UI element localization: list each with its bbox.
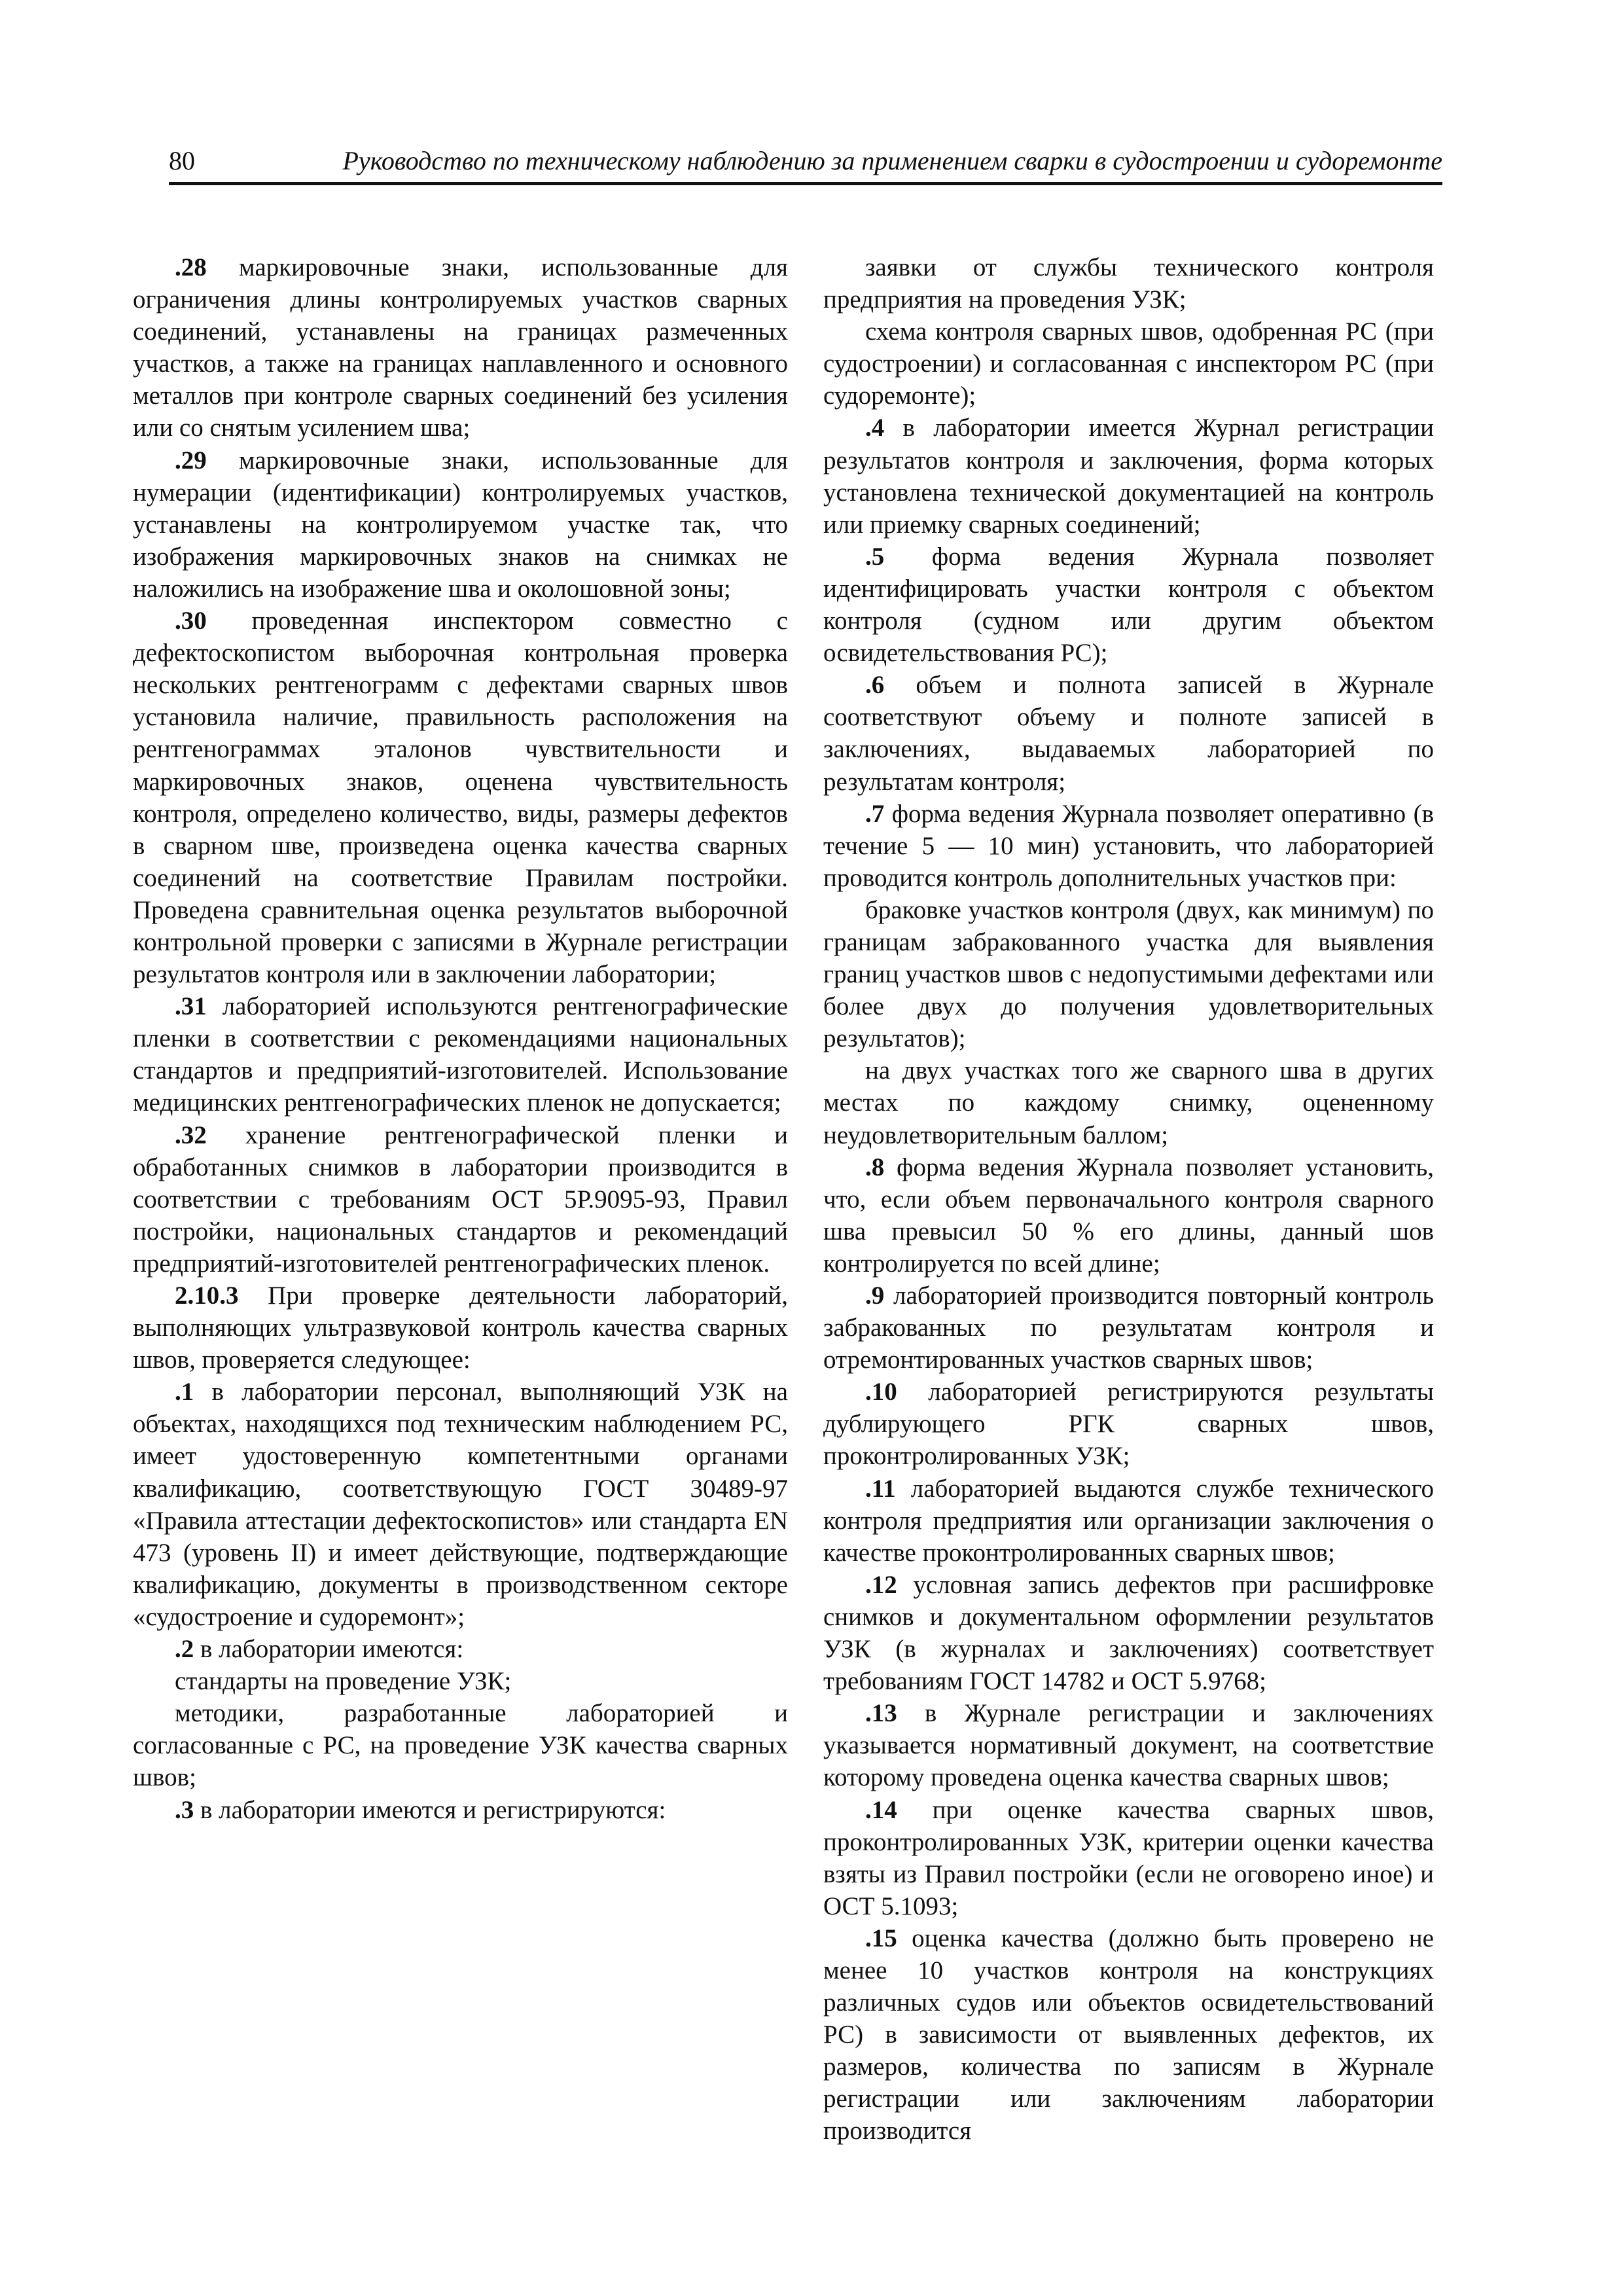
item-text: при оценке качества сварных швов, проконтролированных УЗК, критерии оценки качества взяты из Правил постройки (если не оговорено иное) и ОСТ 5.1093;	[823, 1795, 1434, 1920]
item-text: лабораторией используются рентгенографические пленки в соответствии с рекомендациями национальных стандартов и предприятий-изготовителей. Использование медицинских рентгенографических пленок не допускается;	[133, 992, 788, 1117]
right-column	[823, 251, 1434, 2147]
item-text: условная запись дефектов при расшифровке снимков и документальном оформлении результатов УЗК (в журналах и заключениях) соответствует требованиям ГОСТ 14782 и ОСТ 5.9768;	[823, 1570, 1434, 1696]
sub-item-paragraph	[133, 1697, 788, 1793]
item-text: лабораторией выдаются службе технического контроля предприятия или организации заключения о качестве проконтролированных сварных швов;	[823, 1474, 1434, 1567]
item-text: заявки от службы технического контроля предприятия на проведения УЗК;	[823, 253, 1434, 314]
item-text: объем и полнота записей в Журнале соответствуют объему и полноте записей в заключениях, выдаваемых лабораторией по результатам контроля;	[823, 671, 1434, 796]
item-number: .29	[175, 446, 207, 475]
item-text: методики, разработанные лабораторией и согласованные с РС, на проведение УЗК качества сварных швов;	[133, 1699, 788, 1792]
paragraph	[823, 1922, 1434, 2147]
item-number: .12	[865, 1570, 897, 1599]
item-number: .2	[175, 1635, 194, 1664]
item-text: стандарты на проведение УЗК;	[175, 1667, 512, 1696]
item-text: лабораторией регистрируются результаты дублирующего РГК сварных швов, проконтролированных УЗК;	[823, 1378, 1434, 1471]
page-number: 80	[169, 146, 195, 175]
sub-item-paragraph	[823, 1054, 1434, 1151]
sub-item-paragraph	[823, 315, 1434, 412]
page-header	[169, 143, 1442, 185]
paragraph	[823, 1376, 1434, 1472]
paragraph	[133, 990, 788, 1119]
item-number: .30	[175, 607, 207, 636]
sub-item-paragraph	[823, 251, 1434, 315]
item-number: .15	[865, 1924, 897, 1952]
paragraph	[133, 444, 788, 605]
paragraph	[823, 1473, 1434, 1569]
item-text: в лаборатории имеется Журнал регистрации результатов контроля и заключения, форма которых установлена технической документацией на контроль или приемку сварных соединений;	[823, 414, 1434, 539]
item-number: .8	[865, 1153, 885, 1181]
item-text: в лаборатории имеются:	[194, 1635, 464, 1664]
paragraph	[823, 1151, 1434, 1280]
item-number: .31	[175, 992, 207, 1021]
paragraph	[133, 1633, 788, 1665]
item-text: маркировочные знаки, использованные для нумерации (идентификации) контролируемых участков, устанавлены на контролируемом участке так, что изображения маркировочных знаков на снимках не наложились на изображение шва и околошовной зоны;	[133, 446, 788, 603]
item-number: .4	[865, 414, 885, 442]
paragraph	[133, 251, 788, 444]
item-number: .6	[865, 671, 885, 700]
item-text: маркировочные знаки, использованные для ограничения длины контролируемых участков сварных соединений, устанавлены на границах размеченных участков, а также на границах наплавленного и основного металлов при контроле сварных соединений без усиления или со снятым усилением шва;	[133, 253, 788, 442]
item-text: браковке участков контроля (двух, как минимум) по границам забракованного участка для выявления границ участков швов с недопустимыми дефектами или более двух до получения удовлетворительных результатов);	[823, 895, 1434, 1053]
item-text: форма ведения Журнала позволяет установить, что, если объем первоначального контроля сварного шва превысил 50 % его длины, данный шов контролируется по всей длине;	[823, 1153, 1434, 1278]
item-text: оценка качества (должно быть проверено не менее 10 участков контроля на конструкциях различных судов или объектов освидетельствований РС) в зависимости от выявленных дефектов, их размеров, количества по записям в Журнале регистрации или заключениям лаборатории производится	[823, 1924, 1434, 2145]
item-number: .9	[865, 1282, 885, 1310]
paragraph	[133, 605, 788, 990]
paragraph	[823, 541, 1434, 669]
section-number: 2.10.3	[175, 1282, 239, 1310]
item-text: схема контроля сварных швов, одобренная РС (при судостроении) и согласованная с инспектором РС (при судоремонте);	[823, 317, 1434, 410]
item-number: .32	[175, 1121, 207, 1149]
item-text: на двух участках того же сварного шва в других местах по каждому снимку, оцененному неудовлетворительным баллом;	[823, 1056, 1434, 1149]
item-number: .3	[175, 1795, 194, 1824]
item-number: .10	[865, 1378, 897, 1407]
running-title: Руководство по техническому наблюдению за применением сварки в судостроении и судоремонте	[342, 146, 1442, 175]
sub-item-paragraph	[823, 894, 1434, 1054]
item-number: .1	[175, 1378, 194, 1407]
paragraph	[823, 1697, 1434, 1793]
item-text: проведенная инспектором совместно с дефектоскопистом выборочная контрольная проверка нескольких рентгенограмм с дефектами сварных швов установила наличие, правильность расположения на рентгенограммах эталонов чувствительности и маркировочных знаков, оценена чувствительность контроля, определено количество, виды, размеры дефектов в сварном шве, произведена оценка качества сварных соединений на соответствие Правилам постройки. Проведена сравнительная оценка результатов выборочной контрольной проверки с записями в Журнале регистрации результатов контроля или в заключении лаборатории;	[133, 607, 788, 989]
paragraph	[823, 1569, 1434, 1697]
item-text: форма ведения Журнала позволяет оперативно (в течение 5 — 10 мин) установить, что лабораторией проводится контроль дополнительных участков при:	[823, 799, 1434, 892]
section-heading-paragraph	[133, 1280, 788, 1376]
item-number: .28	[175, 253, 207, 281]
item-text: лабораторией производится повторный контроль забракованных по результатам контроля и отремонтированных участков сварных швов;	[823, 1282, 1434, 1374]
sub-item-paragraph	[133, 1665, 788, 1697]
item-number: .13	[865, 1699, 897, 1728]
paragraph	[823, 412, 1434, 540]
item-number: .7	[865, 799, 885, 828]
paragraph	[133, 1794, 788, 1826]
paragraph	[133, 1376, 788, 1633]
item-number: .5	[865, 542, 885, 571]
paragraph	[823, 669, 1434, 797]
item-text: При проверке деятельности лабораторий, выполняющих ультразвуковой контроль качества сварных швов, проверяется следующее:	[133, 1282, 788, 1374]
left-column	[133, 251, 788, 1826]
paragraph	[133, 1119, 788, 1280]
paragraph	[823, 1794, 1434, 1922]
item-text: в лаборатории имеются и регистрируются:	[194, 1795, 666, 1824]
item-number: .14	[865, 1795, 897, 1824]
item-text: форма ведения Журнала позволяет идентифицировать участки контроля с объектом контроля (судном или другим объектом освидетельствования РС);	[823, 542, 1434, 668]
paragraph	[823, 1280, 1434, 1376]
item-text: в лаборатории персонал, выполняющий УЗК на объектах, находящихся под техническим наблюдением РС, имеет удостоверенную компетентными органами квалификацию, соответствующую ГОСТ 30489-97 «Правила аттестации дефектоскопистов» или стандарта EN 473 (уровень II) и имеет действующие, подтверждающие квалификацию, документы в производственном секторе «судостроение и судоремонт»;	[133, 1378, 788, 1631]
item-number: .11	[865, 1474, 896, 1503]
paragraph	[823, 798, 1434, 894]
item-text: в Журнале регистрации и заключениях указывается нормативный документ, на соответствие которому проведена оценка качества сварных швов;	[823, 1699, 1434, 1792]
item-text: хранение рентгенографической пленки и обработанных снимков в лаборатории производится в соответствии с требованиям ОСТ 5Р.9095-93, Правил постройки, национальных стандартов и рекомендаций предприятий-изготовителей рентгенографических пленок.	[133, 1121, 788, 1278]
